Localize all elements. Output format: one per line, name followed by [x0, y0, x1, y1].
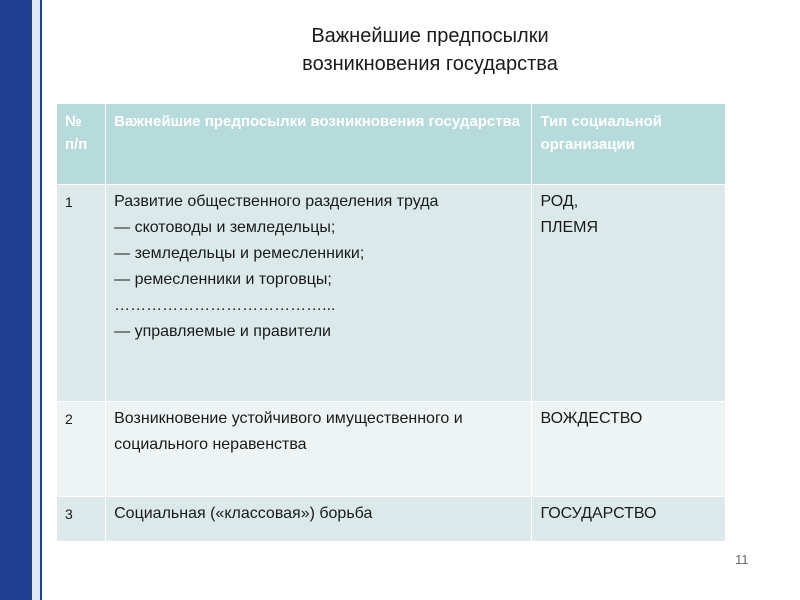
- prerequisite-line: — земледельцы и ремесленники;: [114, 245, 365, 262]
- table-row: [57, 402, 726, 497]
- left-decorative-line: [40, 0, 42, 600]
- left-decorative-bar: [0, 0, 32, 600]
- prerequisites-table: [56, 103, 726, 542]
- organization-type-line: ПЛЕМЯ: [540, 219, 598, 236]
- prerequisite-line: — управляемые и правители: [114, 323, 331, 340]
- prerequisite-line: — скотоводы и земледельцы;: [114, 219, 336, 236]
- slide-title-line-1: Важнейшие предпосылки: [311, 25, 549, 47]
- organization-type-cell: [532, 497, 726, 542]
- prerequisite-line: …………………………………...: [114, 297, 336, 314]
- slide-page-number: 11: [735, 552, 749, 567]
- organization-type-line: ГОСУДАРСТВО: [540, 505, 657, 522]
- organization-type-line: ВОЖДЕСТВО: [540, 410, 643, 427]
- table-header-row: [57, 104, 726, 185]
- table-row: [57, 497, 726, 542]
- organization-type-line: РОД,: [540, 193, 579, 210]
- slide-title-line-2: возникновения государства: [302, 53, 558, 75]
- header-prerequisites: Важнейшие предпосылки возникновения государства: [106, 104, 532, 185]
- prerequisite-line: Возникновение устойчивого имущественного и социального неравенства: [114, 410, 463, 453]
- header-organization-type: Тип социальной организации: [532, 104, 726, 185]
- organization-type-cell: [532, 185, 726, 402]
- row-number: 3: [57, 497, 106, 542]
- left-decorative-stripe: [32, 0, 40, 600]
- prerequisite-line: Социальная («классовая») борьба: [114, 505, 373, 522]
- slide-title: [230, 22, 630, 78]
- prerequisite-cell: [106, 402, 532, 497]
- row-number: 1: [57, 185, 106, 402]
- organization-type-cell: [532, 402, 726, 497]
- row-number: 2: [57, 402, 106, 497]
- prerequisite-cell: [106, 185, 532, 402]
- prerequisite-line: — ремесленники и торговцы;: [114, 271, 332, 288]
- prerequisite-cell: [106, 497, 532, 542]
- prerequisite-line: Развитие общественного разделения труда: [114, 193, 439, 210]
- header-number: № п/п: [57, 104, 106, 185]
- table-row: [57, 185, 726, 402]
